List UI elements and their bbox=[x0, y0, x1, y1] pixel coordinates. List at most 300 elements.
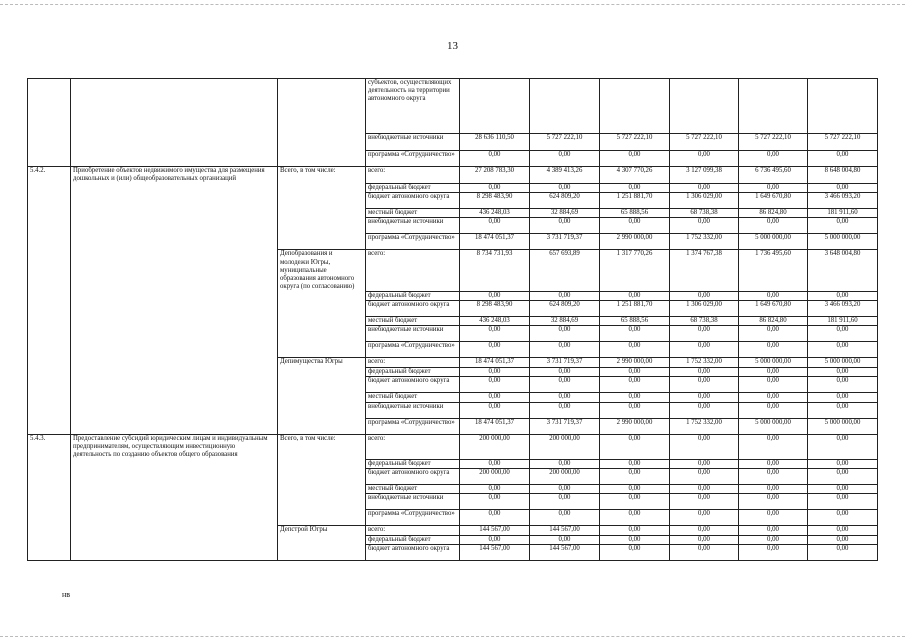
executor-cell: Всего, в том числе: bbox=[278, 434, 366, 459]
item-code-cell bbox=[28, 326, 71, 342]
amount-cell: 0,00 bbox=[600, 377, 670, 393]
amount-cell: 0,00 bbox=[530, 510, 600, 526]
amount-cell: 32 884,69 bbox=[530, 209, 600, 218]
funding-source-cell: программа «Сотрудничество» bbox=[366, 151, 460, 167]
item-code-cell bbox=[28, 526, 71, 536]
amount-cell: 0,00 bbox=[600, 151, 670, 167]
amount-cell: 5 000 000,00 bbox=[739, 358, 808, 368]
amount-cell: 5 000 000,00 bbox=[808, 418, 878, 434]
amount-cell: 624 809,20 bbox=[530, 193, 600, 209]
amount-cell: 68 738,38 bbox=[670, 209, 739, 218]
table-row bbox=[28, 167, 878, 184]
amount-cell: 181 911,60 bbox=[808, 317, 878, 326]
amount-cell: 0,00 bbox=[600, 393, 670, 402]
item-title-cell bbox=[71, 484, 278, 493]
funding-source-cell: внебюджетные источники bbox=[366, 402, 460, 418]
amount-cell: 65 888,56 bbox=[600, 209, 670, 218]
amount-cell: 0,00 bbox=[808, 494, 878, 510]
funding-source-cell: бюджет автономного округа bbox=[366, 193, 460, 209]
funding-source-cell: внебюджетные источники bbox=[366, 326, 460, 342]
amount-cell: 0,00 bbox=[739, 218, 808, 234]
amount-cell: 0,00 bbox=[808, 151, 878, 167]
amount-cell: 28 636 110,50 bbox=[460, 134, 530, 151]
table-row bbox=[28, 402, 878, 418]
amount-cell: 0,00 bbox=[808, 402, 878, 418]
amount-cell: 0,00 bbox=[670, 183, 739, 192]
amount-cell: 3 466 093,20 bbox=[808, 193, 878, 209]
funding-source-cell: федеральный бюджет bbox=[366, 536, 460, 545]
funding-source-cell: программа «Сотрудничество» bbox=[366, 418, 460, 434]
amount-cell: 1 251 881,70 bbox=[600, 193, 670, 209]
table-row bbox=[28, 393, 878, 402]
funding-source-cell: федеральный бюджет bbox=[366, 291, 460, 300]
amount-cell bbox=[739, 79, 808, 134]
funding-source-cell: всего: bbox=[366, 526, 460, 536]
executor-cell bbox=[278, 468, 366, 484]
funding-source-cell: всего: bbox=[366, 358, 460, 368]
funding-source-cell: внебюджетные источники bbox=[366, 218, 460, 234]
item-title-cell bbox=[71, 183, 278, 192]
funding-source-cell: бюджет автономного округа bbox=[366, 545, 460, 561]
amount-cell: 0,00 bbox=[600, 510, 670, 526]
funding-source-cell: местный бюджет bbox=[366, 209, 460, 218]
amount-cell: 0,00 bbox=[739, 326, 808, 342]
amount-cell: 1 752 332,00 bbox=[670, 358, 739, 368]
executor-cell bbox=[278, 193, 366, 209]
executor-cell bbox=[278, 218, 366, 234]
amount-cell: 0,00 bbox=[670, 291, 739, 300]
executor-cell bbox=[278, 234, 366, 250]
amount-cell: 0,00 bbox=[739, 291, 808, 300]
table-row bbox=[28, 218, 878, 234]
amount-cell: 436 248,03 bbox=[460, 209, 530, 218]
amount-cell: 8 648 004,80 bbox=[808, 167, 878, 184]
amount-cell: 2 990 000,00 bbox=[600, 418, 670, 434]
item-code-cell bbox=[28, 536, 71, 545]
table-row bbox=[28, 134, 878, 151]
funding-source-cell: программа «Сотрудничество» bbox=[366, 342, 460, 358]
executor-cell bbox=[278, 134, 366, 151]
item-code-cell bbox=[28, 342, 71, 358]
amount-cell: 0,00 bbox=[530, 151, 600, 167]
amount-cell: 0,00 bbox=[530, 377, 600, 393]
amount-cell: 0,00 bbox=[808, 326, 878, 342]
item-title-cell bbox=[71, 510, 278, 526]
amount-cell: 1 752 332,00 bbox=[670, 418, 739, 434]
amount-cell: 1 251 881,70 bbox=[600, 301, 670, 317]
scan-bottom-edge bbox=[0, 636, 905, 637]
amount-cell: 0,00 bbox=[739, 536, 808, 545]
amount-cell: 0,00 bbox=[670, 536, 739, 545]
item-title-cell bbox=[71, 393, 278, 402]
table-row bbox=[28, 434, 878, 459]
amount-cell: 8 298 483,90 bbox=[460, 193, 530, 209]
executor-cell bbox=[278, 342, 366, 358]
item-title-cell bbox=[71, 317, 278, 326]
amount-cell: 0,00 bbox=[739, 484, 808, 493]
amount-cell: 0,00 bbox=[460, 484, 530, 493]
amount-cell: 200 000,00 bbox=[530, 468, 600, 484]
item-title-cell bbox=[71, 536, 278, 545]
table-row bbox=[28, 291, 878, 300]
table-row bbox=[28, 183, 878, 192]
amount-cell: 0,00 bbox=[460, 326, 530, 342]
amount-cell: 1 317 770,26 bbox=[600, 250, 670, 292]
amount-cell: 18 474 051,37 bbox=[460, 358, 530, 368]
amount-cell: 0,00 bbox=[600, 545, 670, 561]
item-title-cell: Приобретение объектов недвижимого имущества для размещения дошкольных и (или) общеобразовательных организаций bbox=[71, 167, 278, 184]
amount-cell: 0,00 bbox=[739, 402, 808, 418]
table-row bbox=[28, 250, 878, 292]
amount-cell: 0,00 bbox=[460, 342, 530, 358]
amount-cell: 0,00 bbox=[808, 459, 878, 468]
table-row bbox=[28, 510, 878, 526]
funding-source-cell: местный бюджет bbox=[366, 393, 460, 402]
amount-cell: 0,00 bbox=[600, 183, 670, 192]
amount-cell: 0,00 bbox=[530, 393, 600, 402]
executor-cell bbox=[278, 209, 366, 218]
amount-cell: 657 693,89 bbox=[530, 250, 600, 292]
item-code-cell bbox=[28, 234, 71, 250]
item-title-cell bbox=[71, 418, 278, 434]
executor-cell bbox=[278, 301, 366, 317]
amount-cell: 1 649 670,80 bbox=[739, 301, 808, 317]
item-code-cell bbox=[28, 134, 71, 151]
amount-cell: 0,00 bbox=[530, 459, 600, 468]
table-row bbox=[28, 418, 878, 434]
item-title-cell bbox=[71, 134, 278, 151]
table-row bbox=[28, 484, 878, 493]
amount-cell: 0,00 bbox=[530, 536, 600, 545]
funding-source-cell: всего: bbox=[366, 434, 460, 459]
budget-table-body bbox=[28, 79, 878, 561]
footer-code: нв bbox=[62, 590, 71, 599]
executor-cell bbox=[278, 183, 366, 192]
amount-cell: 4 389 413,26 bbox=[530, 167, 600, 184]
amount-cell: 0,00 bbox=[600, 218, 670, 234]
amount-cell: 0,00 bbox=[600, 326, 670, 342]
executor-cell bbox=[278, 326, 366, 342]
amount-cell: 3 731 719,37 bbox=[530, 418, 600, 434]
table-row bbox=[28, 494, 878, 510]
amount-cell: 86 824,80 bbox=[739, 317, 808, 326]
item-title-cell bbox=[71, 301, 278, 317]
amount-cell: 0,00 bbox=[739, 459, 808, 468]
amount-cell: 0,00 bbox=[600, 536, 670, 545]
amount-cell: 0,00 bbox=[670, 459, 739, 468]
amount-cell: 0,00 bbox=[670, 326, 739, 342]
item-code-cell bbox=[28, 468, 71, 484]
amount-cell: 624 809,20 bbox=[530, 301, 600, 317]
amount-cell: 0,00 bbox=[460, 218, 530, 234]
amount-cell: 0,00 bbox=[460, 183, 530, 192]
item-title-cell: Предоставление субсидий юридическим лицам и индивидуальным предпринимателям, осуществляющим инвестиционную деятельность по созданию объектов общего образования bbox=[71, 434, 278, 459]
funding-source-cell: местный бюджет bbox=[366, 317, 460, 326]
amount-cell: 0,00 bbox=[808, 526, 878, 536]
amount-cell: 200 000,00 bbox=[460, 434, 530, 459]
amount-cell bbox=[530, 79, 600, 134]
item-title-cell bbox=[71, 209, 278, 218]
amount-cell: 5 727 222,10 bbox=[600, 134, 670, 151]
amount-cell: 0,00 bbox=[670, 151, 739, 167]
amount-cell: 32 884,69 bbox=[530, 317, 600, 326]
item-code-cell bbox=[28, 183, 71, 192]
item-title-cell bbox=[71, 342, 278, 358]
amount-cell: 5 000 000,00 bbox=[739, 418, 808, 434]
amount-cell: 0,00 bbox=[600, 494, 670, 510]
item-title-cell bbox=[71, 402, 278, 418]
amount-cell bbox=[808, 79, 878, 134]
item-code-cell bbox=[28, 510, 71, 526]
amount-cell: 6 736 495,60 bbox=[739, 167, 808, 184]
table-row bbox=[28, 326, 878, 342]
amount-cell: 0,00 bbox=[670, 510, 739, 526]
amount-cell: 0,00 bbox=[530, 326, 600, 342]
amount-cell: 5 000 000,00 bbox=[808, 234, 878, 250]
table-row bbox=[28, 342, 878, 358]
amount-cell: 3 731 719,37 bbox=[530, 358, 600, 368]
item-title-cell bbox=[71, 250, 278, 292]
amount-cell: 68 738,38 bbox=[670, 317, 739, 326]
amount-cell: 0,00 bbox=[600, 526, 670, 536]
item-code-cell bbox=[28, 151, 71, 167]
item-title-cell bbox=[71, 468, 278, 484]
amount-cell: 0,00 bbox=[739, 342, 808, 358]
amount-cell: 0,00 bbox=[739, 510, 808, 526]
amount-cell: 0,00 bbox=[530, 368, 600, 377]
item-title-cell bbox=[71, 326, 278, 342]
amount-cell: 1 649 670,80 bbox=[739, 193, 808, 209]
amount-cell: 144 567,00 bbox=[530, 526, 600, 536]
amount-cell: 0,00 bbox=[460, 536, 530, 545]
amount-cell: 0,00 bbox=[739, 151, 808, 167]
item-title-cell bbox=[71, 234, 278, 250]
amount-cell: 0,00 bbox=[739, 545, 808, 561]
amount-cell: 0,00 bbox=[460, 377, 530, 393]
amount-cell: 0,00 bbox=[670, 377, 739, 393]
item-title-cell bbox=[71, 526, 278, 536]
item-title-cell bbox=[71, 494, 278, 510]
item-code-cell bbox=[28, 218, 71, 234]
item-code-cell bbox=[28, 459, 71, 468]
item-code-cell bbox=[28, 418, 71, 434]
amount-cell: 0,00 bbox=[530, 342, 600, 358]
amount-cell: 2 990 000,00 bbox=[600, 358, 670, 368]
amount-cell: 0,00 bbox=[460, 393, 530, 402]
item-code-cell bbox=[28, 393, 71, 402]
funding-source-cell: бюджет автономного округа bbox=[366, 377, 460, 393]
item-code-cell: 5.4.2. bbox=[28, 167, 71, 184]
amount-cell: 0,00 bbox=[460, 402, 530, 418]
amount-cell: 0,00 bbox=[808, 218, 878, 234]
amount-cell: 0,00 bbox=[739, 368, 808, 377]
funding-source-cell: внебюджетные источники bbox=[366, 494, 460, 510]
amount-cell: 0,00 bbox=[670, 342, 739, 358]
amount-cell: 8 298 483,90 bbox=[460, 301, 530, 317]
amount-cell: 0,00 bbox=[808, 510, 878, 526]
amount-cell: 144 567,00 bbox=[460, 545, 530, 561]
amount-cell: 0,00 bbox=[670, 402, 739, 418]
item-code-cell bbox=[28, 79, 71, 134]
amount-cell: 1 306 029,00 bbox=[670, 193, 739, 209]
amount-cell: 0,00 bbox=[808, 183, 878, 192]
amount-cell: 0,00 bbox=[530, 484, 600, 493]
item-code-cell bbox=[28, 484, 71, 493]
amount-cell: 1 752 332,00 bbox=[670, 234, 739, 250]
executor-cell bbox=[278, 151, 366, 167]
amount-cell: 8 734 731,93 bbox=[460, 250, 530, 292]
amount-cell: 18 474 051,37 bbox=[460, 418, 530, 434]
amount-cell: 0,00 bbox=[460, 291, 530, 300]
executor-cell: Депстрой Югры bbox=[278, 526, 366, 536]
amount-cell: 0,00 bbox=[460, 494, 530, 510]
table-row bbox=[28, 459, 878, 468]
item-title-cell bbox=[71, 377, 278, 393]
funding-source-cell: федеральный бюджет bbox=[366, 459, 460, 468]
amount-cell: 0,00 bbox=[808, 368, 878, 377]
item-code-cell bbox=[28, 291, 71, 300]
amount-cell: 5 727 222,10 bbox=[670, 134, 739, 151]
amount-cell: 0,00 bbox=[808, 536, 878, 545]
item-title-cell bbox=[71, 218, 278, 234]
amount-cell: 0,00 bbox=[600, 459, 670, 468]
amount-cell: 0,00 bbox=[600, 402, 670, 418]
amount-cell: 0,00 bbox=[739, 526, 808, 536]
amount-cell: 3 466 093,20 bbox=[808, 301, 878, 317]
amount-cell: 3 731 719,37 bbox=[530, 234, 600, 250]
executor-cell bbox=[278, 510, 366, 526]
amount-cell: 0,00 bbox=[460, 151, 530, 167]
executor-cell bbox=[278, 545, 366, 561]
amount-cell: 3 127 099,38 bbox=[670, 167, 739, 184]
amount-cell: 0,00 bbox=[600, 342, 670, 358]
table-row bbox=[28, 234, 878, 250]
amount-cell: 0,00 bbox=[530, 402, 600, 418]
amount-cell: 4 307 770,26 bbox=[600, 167, 670, 184]
item-title-cell bbox=[71, 545, 278, 561]
item-code-cell bbox=[28, 193, 71, 209]
executor-cell bbox=[278, 402, 366, 418]
amount-cell: 86 824,80 bbox=[739, 209, 808, 218]
amount-cell: 0,00 bbox=[739, 468, 808, 484]
item-title-cell bbox=[71, 193, 278, 209]
amount-cell: 0,00 bbox=[460, 510, 530, 526]
amount-cell: 200 000,00 bbox=[460, 468, 530, 484]
amount-cell: 2 990 000,00 bbox=[600, 234, 670, 250]
funding-source-cell: федеральный бюджет bbox=[366, 183, 460, 192]
table-row bbox=[28, 468, 878, 484]
funding-source-cell: федеральный бюджет bbox=[366, 368, 460, 377]
amount-cell: 0,00 bbox=[808, 291, 878, 300]
amount-cell: 0,00 bbox=[808, 377, 878, 393]
item-code-cell bbox=[28, 317, 71, 326]
executor-cell bbox=[278, 317, 366, 326]
executor-cell bbox=[278, 536, 366, 545]
amount-cell: 0,00 bbox=[600, 368, 670, 377]
amount-cell: 0,00 bbox=[808, 434, 878, 459]
amount-cell: 0,00 bbox=[808, 393, 878, 402]
table-row bbox=[28, 193, 878, 209]
amount-cell: 181 911,60 bbox=[808, 209, 878, 218]
table-row bbox=[28, 301, 878, 317]
item-code-cell: 5.4.3. bbox=[28, 434, 71, 459]
amount-cell: 5 727 222,10 bbox=[808, 134, 878, 151]
table-row bbox=[28, 358, 878, 368]
amount-cell: 0,00 bbox=[670, 368, 739, 377]
amount-cell: 1 306 029,00 bbox=[670, 301, 739, 317]
table-row bbox=[28, 545, 878, 561]
funding-source-cell: программа «Сотрудничество» bbox=[366, 234, 460, 250]
funding-source-cell: всего: bbox=[366, 167, 460, 184]
amount-cell: 0,00 bbox=[739, 377, 808, 393]
executor-cell bbox=[278, 291, 366, 300]
executor-cell bbox=[278, 377, 366, 393]
table-row bbox=[28, 536, 878, 545]
amount-cell: 0,00 bbox=[530, 494, 600, 510]
table-row bbox=[28, 209, 878, 218]
amount-cell: 0,00 bbox=[460, 368, 530, 377]
page-number: 13 bbox=[447, 40, 458, 52]
amount-cell bbox=[460, 79, 530, 134]
executor-cell bbox=[278, 484, 366, 493]
amount-cell: 65 888,56 bbox=[600, 317, 670, 326]
item-code-cell bbox=[28, 377, 71, 393]
item-title-cell bbox=[71, 459, 278, 468]
table-row bbox=[28, 377, 878, 393]
executor-cell: Депобразования и молодежи Югры, муниципальные образования автономного округа (по согласованию) bbox=[278, 250, 366, 292]
funding-source-cell: программа «Сотрудничество» bbox=[366, 510, 460, 526]
amount-cell: 5 000 000,00 bbox=[808, 358, 878, 368]
amount-cell: 0,00 bbox=[670, 434, 739, 459]
amount-cell: 5 727 222,10 bbox=[739, 134, 808, 151]
scan-top-edge bbox=[0, 4, 905, 5]
amount-cell: 0,00 bbox=[600, 484, 670, 493]
amount-cell: 1 736 495,60 bbox=[739, 250, 808, 292]
amount-cell: 0,00 bbox=[670, 393, 739, 402]
amount-cell: 200 000,00 bbox=[530, 434, 600, 459]
executor-cell: Всего, в том числе: bbox=[278, 167, 366, 184]
item-code-cell bbox=[28, 545, 71, 561]
item-code-cell bbox=[28, 250, 71, 292]
amount-cell: 436 248,03 bbox=[460, 317, 530, 326]
funding-source-cell: субъектов, осуществляющих деятельность на территории автономного округа bbox=[366, 79, 460, 134]
amount-cell: 0,00 bbox=[460, 459, 530, 468]
amount-cell: 1 374 767,38 bbox=[670, 250, 739, 292]
amount-cell: 3 648 004,80 bbox=[808, 250, 878, 292]
table-row bbox=[28, 526, 878, 536]
item-title-cell bbox=[71, 291, 278, 300]
item-code-cell bbox=[28, 301, 71, 317]
funding-source-cell: местный бюджет bbox=[366, 484, 460, 493]
amount-cell: 0,00 bbox=[739, 183, 808, 192]
table-row bbox=[28, 368, 878, 377]
amount-cell: 144 567,00 bbox=[460, 526, 530, 536]
amount-cell: 0,00 bbox=[808, 545, 878, 561]
amount-cell: 0,00 bbox=[530, 291, 600, 300]
item-title-cell bbox=[71, 358, 278, 368]
amount-cell: 18 474 051,37 bbox=[460, 234, 530, 250]
amount-cell: 0,00 bbox=[739, 494, 808, 510]
amount-cell: 5 000 000,00 bbox=[739, 234, 808, 250]
funding-source-cell: бюджет автономного округа bbox=[366, 468, 460, 484]
funding-source-cell: внебюджетные источники bbox=[366, 134, 460, 151]
amount-cell bbox=[670, 79, 739, 134]
budget-table bbox=[27, 78, 878, 561]
item-code-cell bbox=[28, 358, 71, 368]
amount-cell: 0,00 bbox=[808, 468, 878, 484]
executor-cell bbox=[278, 79, 366, 134]
amount-cell: 0,00 bbox=[808, 484, 878, 493]
